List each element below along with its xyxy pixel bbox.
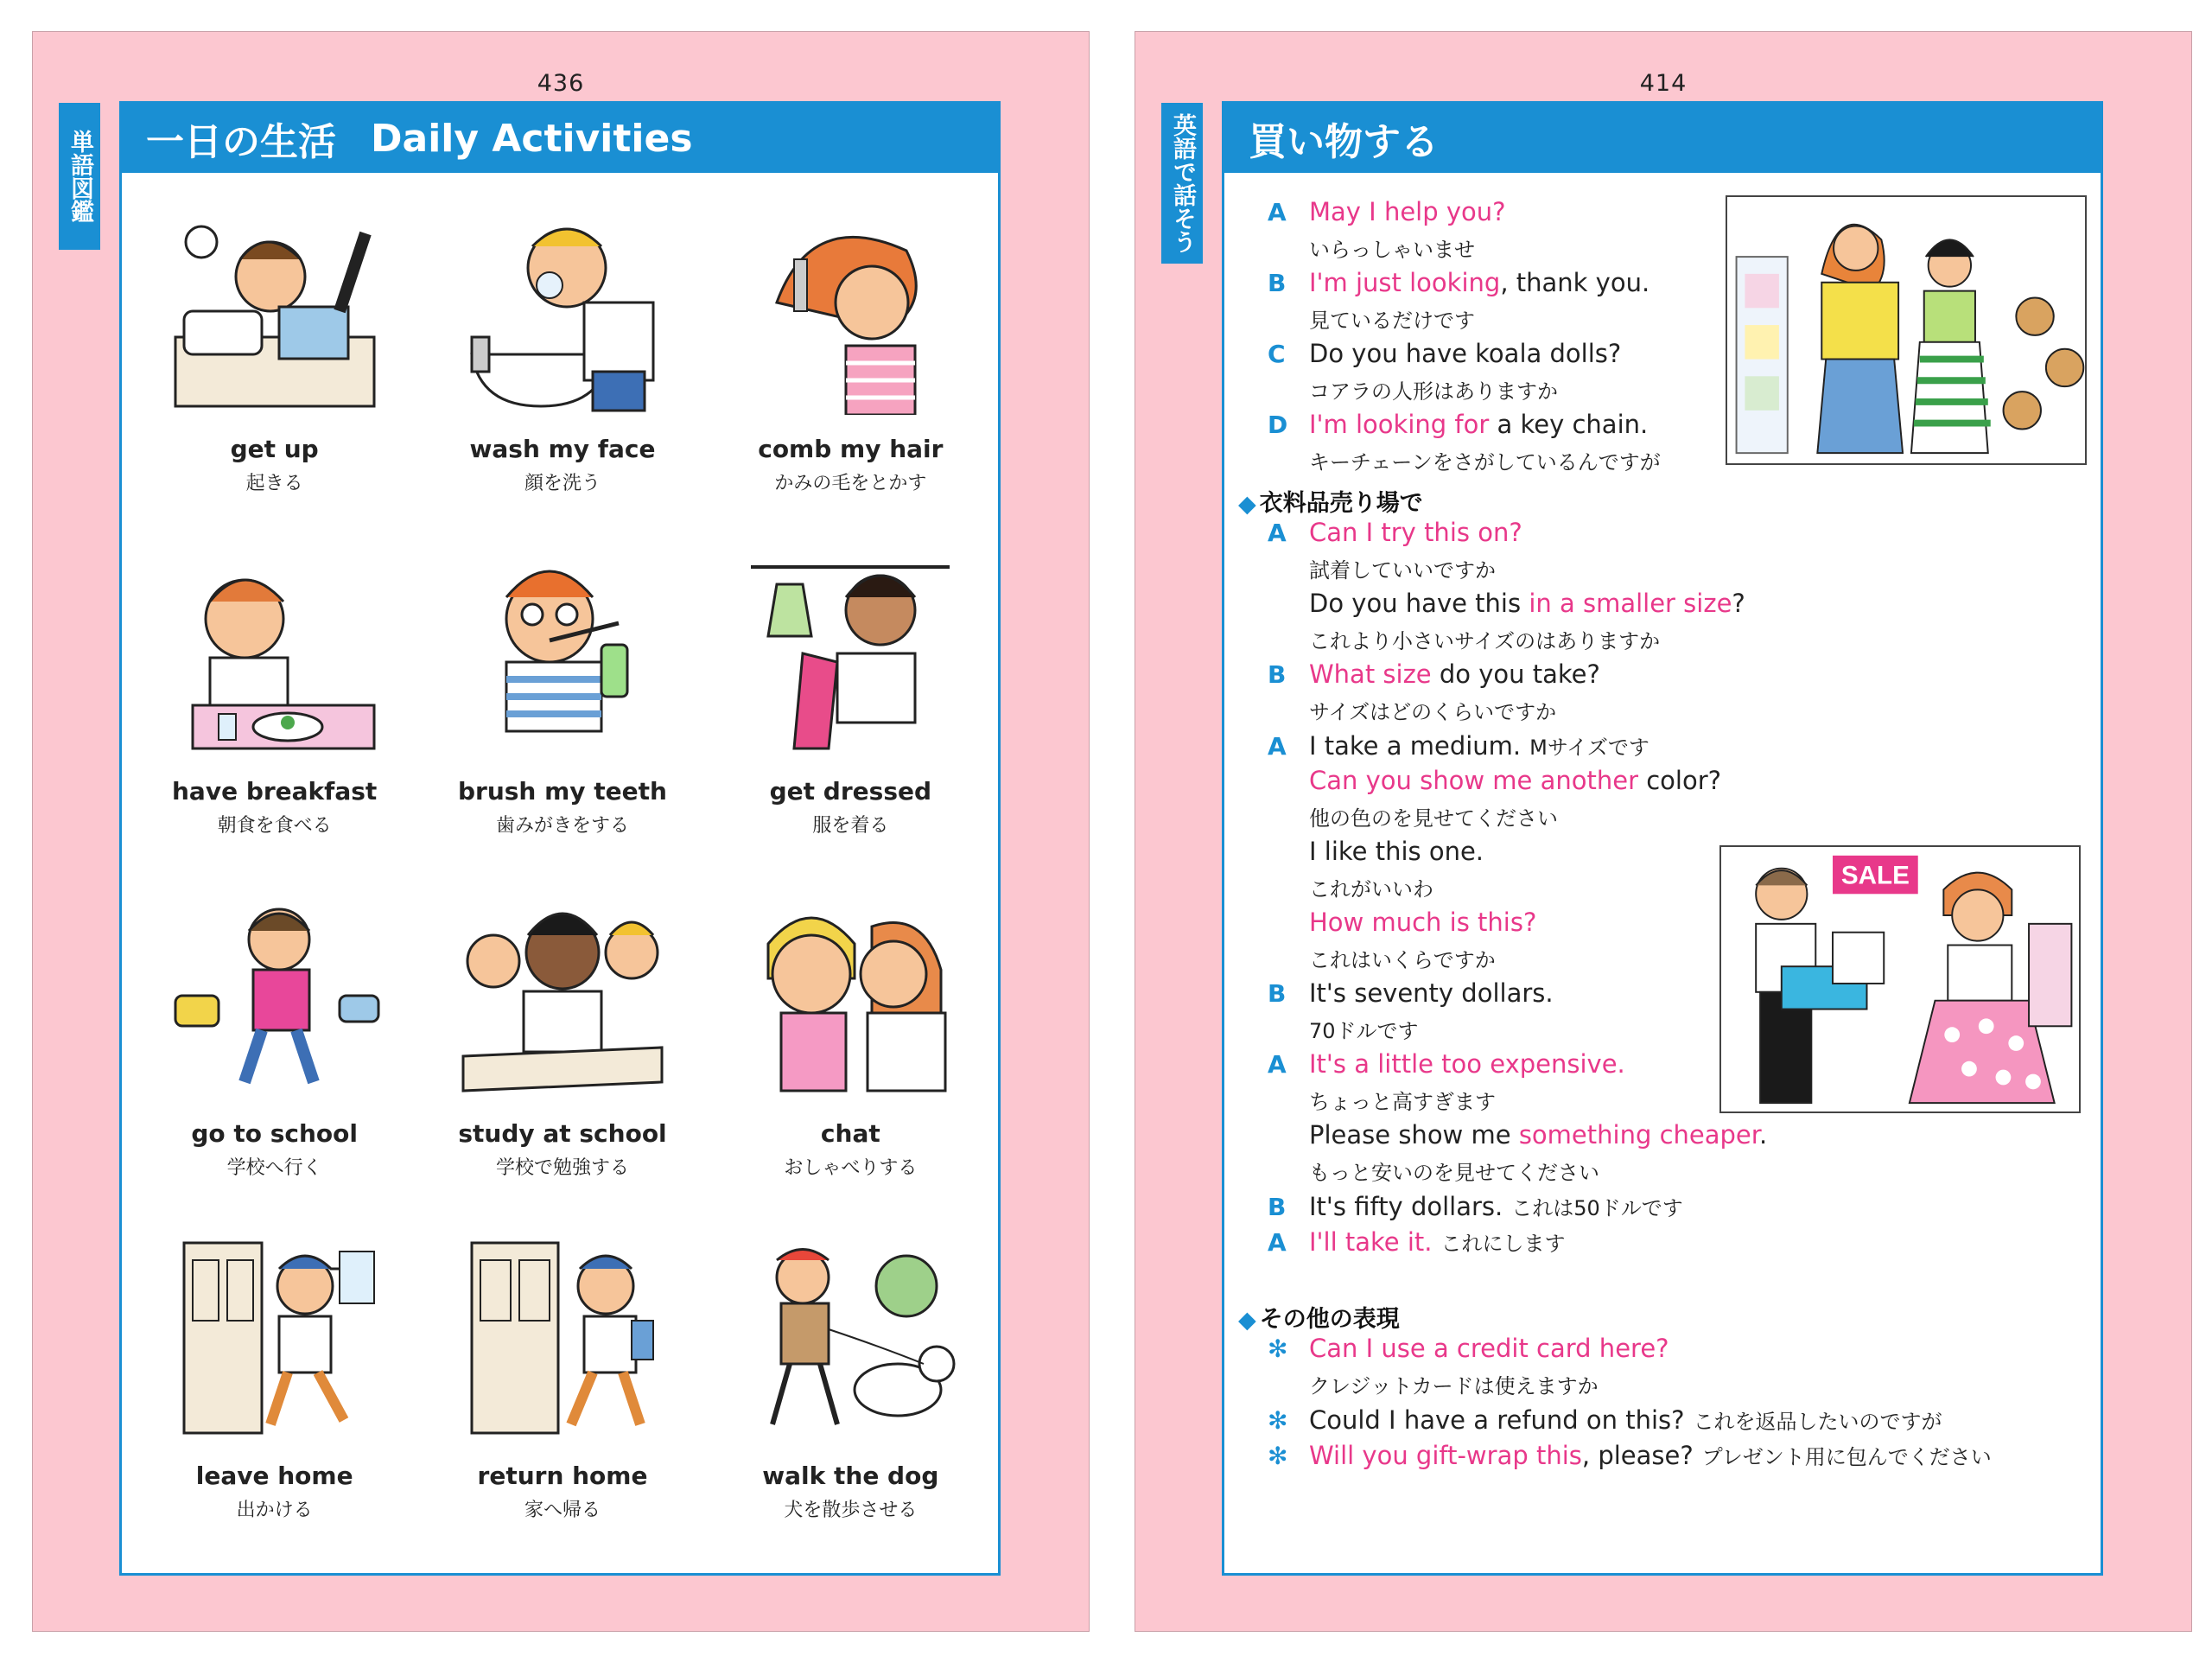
translation: コアラの人形はありますか: [1309, 379, 1558, 404]
return-home-illustration: [450, 1230, 675, 1446]
translation: 他の色のを見せてください: [1309, 806, 1558, 831]
vocab-japanese: 犬を散歩させる: [784, 1500, 918, 1521]
comb-hair-illustration: [738, 203, 963, 419]
key-phrase: I'm looking for: [1309, 410, 1490, 439]
translation: 試着していいですか: [1309, 558, 1496, 583]
speaker-label: A: [1268, 1050, 1287, 1079]
translation: Mサイズです: [1529, 736, 1649, 760]
speaker-label: A: [1268, 198, 1287, 226]
translation: プレゼント用に包んでください: [1701, 1445, 1992, 1469]
phrase-rest: a key chain.: [1489, 410, 1649, 439]
vocab-item: [418, 1230, 706, 1550]
vocab-japanese: かみの毛をとかす: [774, 473, 927, 494]
vocab-japanese: 服を着る: [812, 815, 889, 837]
study-illustration: [450, 888, 675, 1104]
translation: これにします: [1440, 1232, 1566, 1256]
key-phrase: in a smaller size: [1529, 589, 1732, 618]
vocab-english: have breakfast: [172, 777, 378, 806]
diamond-icon: ◆: [1238, 1307, 1256, 1334]
speaker-label: B: [1268, 269, 1287, 297]
wake-up-illustration: [162, 203, 387, 419]
vocab-japanese: 学校へ行く: [226, 1157, 322, 1179]
chat-illustration: [738, 888, 963, 1104]
vocab-item: [707, 888, 995, 1207]
vocab-japanese: 学校で勉強する: [495, 1157, 629, 1179]
breakfast-illustration: [162, 545, 387, 761]
speaker-label: B: [1268, 660, 1287, 689]
vocab-japanese: 歯みがきをする: [495, 815, 629, 837]
vocab-english: walk the dog: [762, 1462, 939, 1490]
key-phrase: How much is this?: [1309, 908, 1537, 937]
asterisk-icon: ✻: [1268, 1334, 1288, 1363]
vocab-japanese: 起きる: [245, 473, 303, 494]
left-page: [32, 31, 1090, 1632]
translation: キーチェーンをさがしているんですが: [1309, 450, 1661, 475]
key-phrase: Can I use a credit card here?: [1309, 1334, 1669, 1363]
vocab-item: [130, 203, 418, 523]
vocab-item: [418, 203, 706, 523]
vocab-japanese: 家へ帰る: [524, 1500, 601, 1521]
asterisk-icon: ✻: [1268, 1406, 1288, 1435]
translation: 見ているだけです: [1309, 309, 1475, 333]
vocab-english: comb my hair: [758, 435, 944, 463]
section-heading: ◆ その他の表現: [1238, 1306, 1400, 1334]
vocab-english: get dressed: [769, 777, 932, 806]
panel-header: [122, 104, 998, 173]
dialog-list: A May I help you? いらっしゃいませ B I'm just looking, thank you. 見ているだけです C Do you have koala dolls? コアラの人形はありますか D I'm looking for a key chain. キーチェーンをさがしているんですが ◆ 衣料品売り場で A Can I try this on? 試着していいですか Do you have this in a smaller size? これより小さいサイズのはありますか B What size do you take? サイズはどのくらいですか A I take a medium. Mサイズです Can you show me another color? 他の色のを見せてください I like this one. これがいいわ How much is this? これはいくらですか B It's seventy dollars. 70ドルです A It's a little too expensive. ちょっと高すぎます Please show me something cheaper. もっと安いのを見せてください B It's fifty dollars. これは50ドルです A I'll take it. これにします ◆ その他の表現 ✻ Can I use a credit card here? クレジットカードは使えますか ✻ Could I have a refund on this? これを返品したいのですが ✻ Will you gift-wrap this, please? プレゼント用に包んでください: [1268, 197, 2063, 1475]
title-english: Daily Activities: [371, 116, 693, 161]
side-tab-label: 単語図鑑: [59, 103, 100, 250]
translation: これはいくらですか: [1309, 948, 1496, 972]
leave-home-illustration: [162, 1230, 387, 1446]
vocab-item: [707, 203, 995, 523]
key-phrase: I'll take it.: [1309, 1227, 1433, 1257]
title-japanese: 一日の生活: [146, 120, 336, 164]
shop-illustration: [1726, 195, 2087, 465]
page-number: 436: [537, 70, 585, 97]
translation: クレジットカードは使えますか: [1309, 1374, 1599, 1398]
key-phrase: something cheaper: [1518, 1120, 1760, 1150]
speaker-label: D: [1268, 411, 1288, 439]
key-phrase: Can you show me another: [1309, 766, 1639, 795]
speaker-label: C: [1268, 340, 1286, 368]
key-phrase: What size: [1309, 659, 1432, 689]
phrase-rest: Do you have koala dolls?: [1309, 339, 1622, 368]
vocab-english: study at school: [458, 1119, 667, 1148]
phrase-rest: , thank you.: [1500, 268, 1650, 297]
go-to-school-illustration: [162, 888, 387, 1104]
speaker-label: A: [1268, 1228, 1287, 1257]
vocab-item: [418, 888, 706, 1207]
key-phrase: I'm just looking: [1309, 268, 1501, 297]
vocab-japanese: 朝食を食べる: [217, 815, 332, 837]
speaker-label: A: [1268, 519, 1287, 547]
vocab-japanese: 顔を洗う: [524, 473, 601, 494]
translation: これがいいわ: [1309, 877, 1433, 901]
key-phrase: May I help you?: [1309, 197, 1506, 226]
sale-illustration: [1719, 845, 2081, 1113]
speaker-label: A: [1268, 732, 1287, 761]
asterisk-icon: ✻: [1268, 1442, 1288, 1470]
vocab-english: get up: [230, 435, 319, 463]
vocab-english: go to school: [191, 1119, 358, 1148]
vocab-item: [130, 1230, 418, 1550]
page-number: 414: [1639, 70, 1688, 97]
key-phrase: Can I try this on?: [1309, 518, 1522, 547]
speaker-label: B: [1268, 1193, 1287, 1221]
section-title: 買い物する: [1249, 120, 1439, 164]
panel-header: [1224, 104, 2101, 173]
translation: これより小さいサイズのはありますか: [1309, 629, 1661, 653]
brush-teeth-illustration: [450, 545, 675, 761]
wash-face-illustration: [450, 203, 675, 419]
vocab-english: chat: [820, 1119, 880, 1148]
translation: サイズはどのくらいですか: [1309, 700, 1557, 724]
vocab-item: [130, 888, 418, 1207]
vocab-item: [130, 545, 418, 865]
translation: 70ドルです: [1309, 1019, 1419, 1043]
walk-dog-illustration: [738, 1230, 963, 1446]
vocab-item: [707, 1230, 995, 1550]
vocab-english: leave home: [195, 1462, 353, 1490]
translation: いらっしゃいませ: [1309, 238, 1475, 262]
vocab-japanese: 出かける: [236, 1500, 313, 1521]
vocab-english: wash my face: [469, 435, 656, 463]
translation: これは50ドルです: [1511, 1196, 1683, 1220]
sale-sign: SALE: [1840, 861, 1910, 890]
vocab-grid: [130, 203, 995, 1550]
vocab-item: [418, 545, 706, 865]
key-phrase: It's a little too expensive.: [1309, 1049, 1625, 1079]
section-heading: ◆ 衣料品売り場で: [1238, 490, 1423, 518]
translation: ちょっと高すぎます: [1309, 1090, 1496, 1114]
vocab-english: return home: [477, 1462, 648, 1490]
translation: もっと安いのを見せてください: [1309, 1161, 1599, 1185]
get-dressed-illustration: [738, 545, 963, 761]
vocab-panel: [119, 101, 1001, 1576]
side-tab-label: 英語で話そう: [1161, 103, 1203, 264]
vocab-japanese: おしゃべりする: [784, 1157, 918, 1179]
key-phrase: Will you gift-wrap this: [1309, 1441, 1582, 1470]
translation: これを返品したいのですが: [1693, 1410, 1942, 1434]
speaker-label: B: [1268, 979, 1287, 1008]
diamond-icon: ◆: [1238, 491, 1256, 518]
vocab-english: brush my teeth: [457, 777, 667, 806]
vocab-item: [707, 545, 995, 865]
